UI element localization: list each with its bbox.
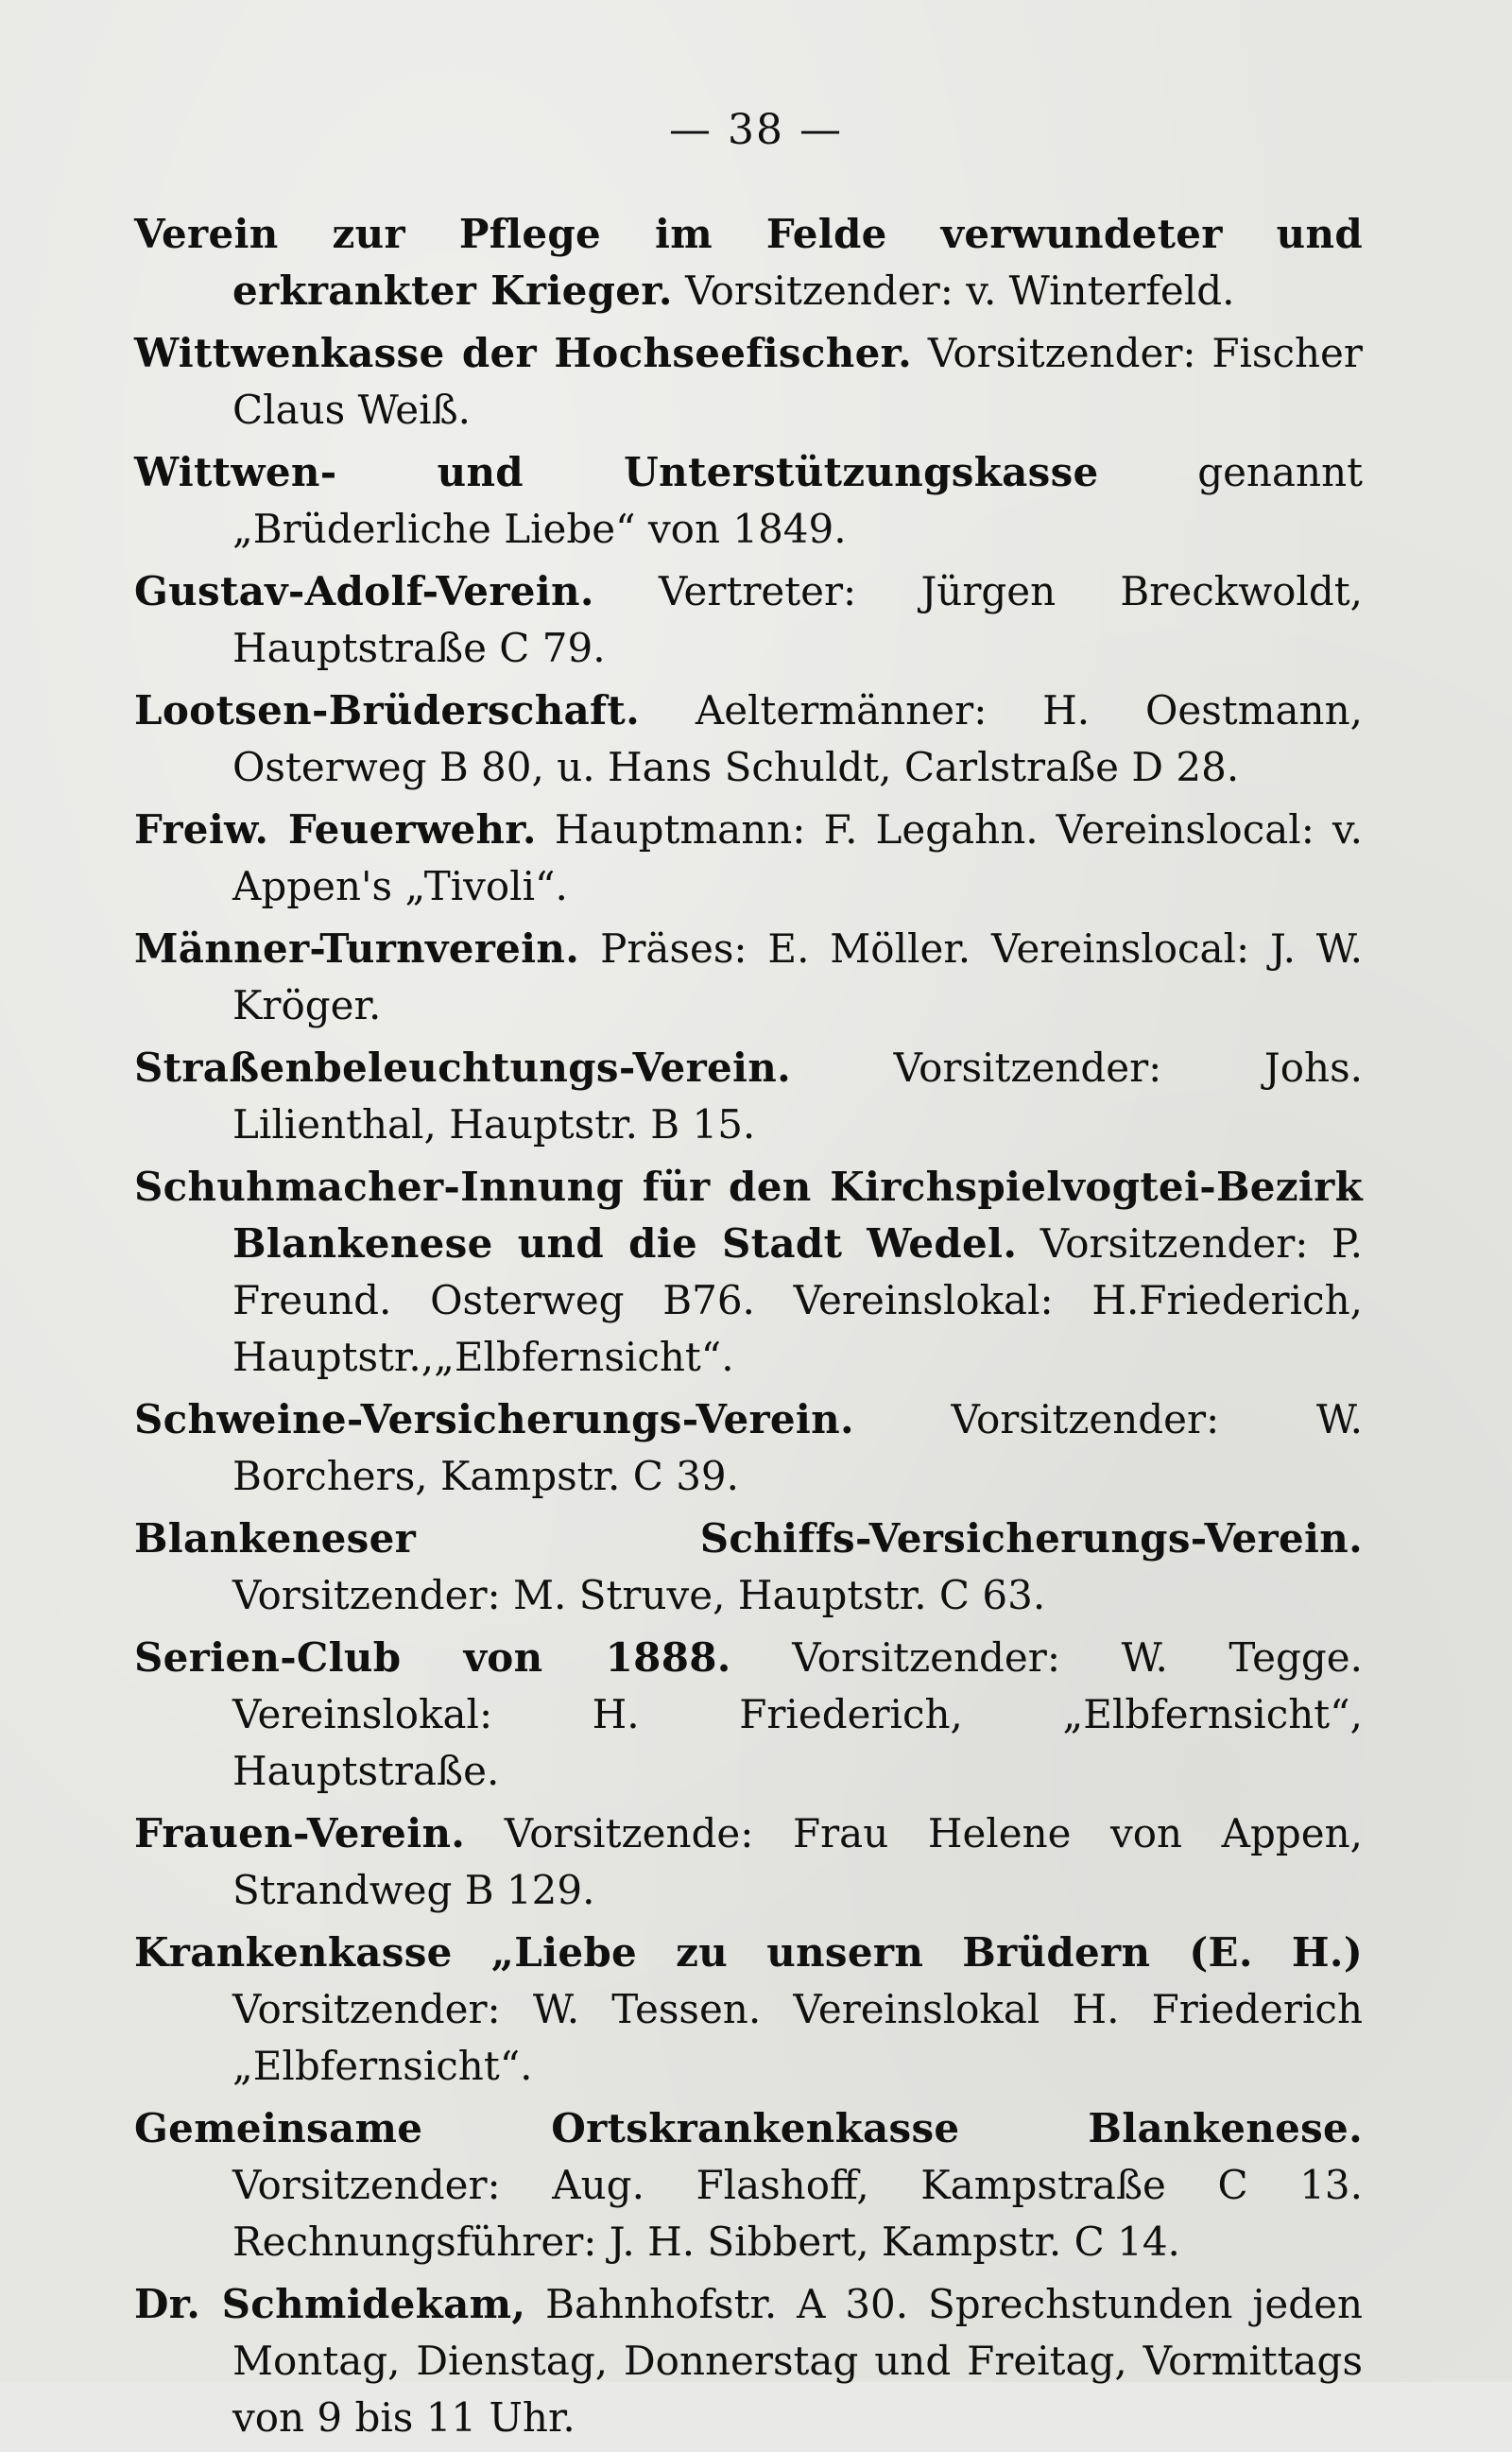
entry-detail: Vertreter: Jürgen Breckwoldt, Hauptstraße C 79. xyxy=(232,568,1363,671)
entry-name: Lootsen-Brüderschaft. xyxy=(134,687,641,734)
entry-detail: Vorsitzender: Fischer Claus Weiß. xyxy=(232,330,1363,433)
entry-name: Krankenkasse „Liebe zu unsern Brüdern (E. H.) xyxy=(134,1929,1363,1976)
entry-detail: Präses: E. Möller. Vereinslocal: J. W. Kröger. xyxy=(232,925,1363,1028)
entry-detail: Hauptmann: F. Legahn. Vereinslocal: v. Appen's „Tivoli“. xyxy=(232,806,1363,909)
entry-detail: Vorsitzender: P. Freund. Osterweg B76. Vereinslokal: H.Friederich, Hauptstr.,„Elbfernsicht“. xyxy=(232,1220,1363,1380)
directory-entry xyxy=(134,1040,1363,1153)
directory-entry xyxy=(134,563,1363,677)
directory-entry xyxy=(134,1630,1363,1800)
entry-detail: Vorsitzender: W. Borchers, Kampstr. C 39. xyxy=(232,1396,1363,1499)
directory-entry xyxy=(134,2100,1363,2271)
entry-name: Straßenbeleuchtungs-Verein. xyxy=(134,1045,792,1091)
entry-detail: Vorsitzender: W. Tessen. Vereinslokal H. Friederich „Elbfernsicht“. xyxy=(232,1986,1363,2089)
entry-detail: Aeltermänner: H. Oestmann, Osterweg B 80, u. Hans Schuldt, Carlstraße D 28. xyxy=(232,687,1363,790)
entry-name: Gemeinsame Ortskrankenkasse Blankenese. xyxy=(134,2105,1363,2151)
entry-detail: genannt „Brüderliche Liebe“ von 1849. xyxy=(232,449,1363,552)
entry-name: Gustav-Adolf-Verein. xyxy=(134,568,594,614)
entry-detail: Vorsitzender: Aug. Flashoff, Kampstraße C 13. Rechnungsführer: J. H. Sibbert, Kampstr. C 14. xyxy=(232,2162,1363,2265)
page-number: — 38 — xyxy=(669,106,843,154)
directory-entry xyxy=(134,921,1363,1034)
directory-entry xyxy=(134,444,1363,558)
entry-detail: Bahnhofstr. A 30. Sprechstunden jeden Montag, Dienstag, Donnerstag und Freitag, Vormittags von 9 bis 11 Uhr. xyxy=(232,2281,1364,2441)
entry-name: Blankeneser Schiffs-Versicherungs-Verein. xyxy=(134,1515,1363,1562)
directory-entry xyxy=(134,1805,1363,1919)
directory-entry xyxy=(134,206,1363,319)
entry-detail: Vorsitzender: M. Struve, Hauptstr. C 63. xyxy=(232,1572,1046,1618)
entry-name: Verein zur Pflege im Felde verwundeter und erkrankter Krieger. xyxy=(134,211,1363,314)
entry-name: Frauen-Verein. xyxy=(134,1810,466,1856)
directory-entry xyxy=(134,802,1363,915)
entry-name: Serien-Club von 1888. xyxy=(134,1634,731,1681)
entry-detail: Vorsitzende: Frau Helene von Appen, Strandweg B 129. xyxy=(232,1810,1364,1913)
directory-entry xyxy=(134,1511,1363,1624)
entry-name: Schweine-Versicherungs-Verein. xyxy=(134,1396,854,1442)
directory-entry xyxy=(134,325,1363,439)
entry-name: Freiw. Feuerwehr. xyxy=(134,806,537,853)
entry-detail: Vorsitzender: v. Winterfeld. xyxy=(685,268,1235,314)
directory-list xyxy=(134,206,1363,2452)
entry-name: Wittwenkasse der Hochseefischer. xyxy=(134,330,913,376)
entry-name: Männer-Turnverein. xyxy=(134,925,580,972)
entry-name: Schuhmacher-Innung für den Kirchspielvogtei-Bezirk Blankenese und die Stadt Wedel. xyxy=(134,1164,1363,1267)
entry-detail: Vorsitzender: Johs. Lilienthal, Hauptstr. B 15. xyxy=(232,1045,1363,1148)
directory-entry xyxy=(134,1391,1363,1505)
directory-entry xyxy=(134,1159,1363,1386)
directory-entry xyxy=(134,682,1363,796)
directory-entry xyxy=(134,2276,1363,2446)
directory-entry xyxy=(134,1925,1363,2095)
entry-detail: Vorsitzender: W. Tegge. Vereinslokal: H. Friederich, „Elbfernsicht“, Hauptstraße. xyxy=(232,1634,1363,1794)
entry-name: Dr. Schmidekam, xyxy=(134,2281,526,2327)
entry-name: Wittwen- und Unterstützungskasse xyxy=(134,449,1099,495)
